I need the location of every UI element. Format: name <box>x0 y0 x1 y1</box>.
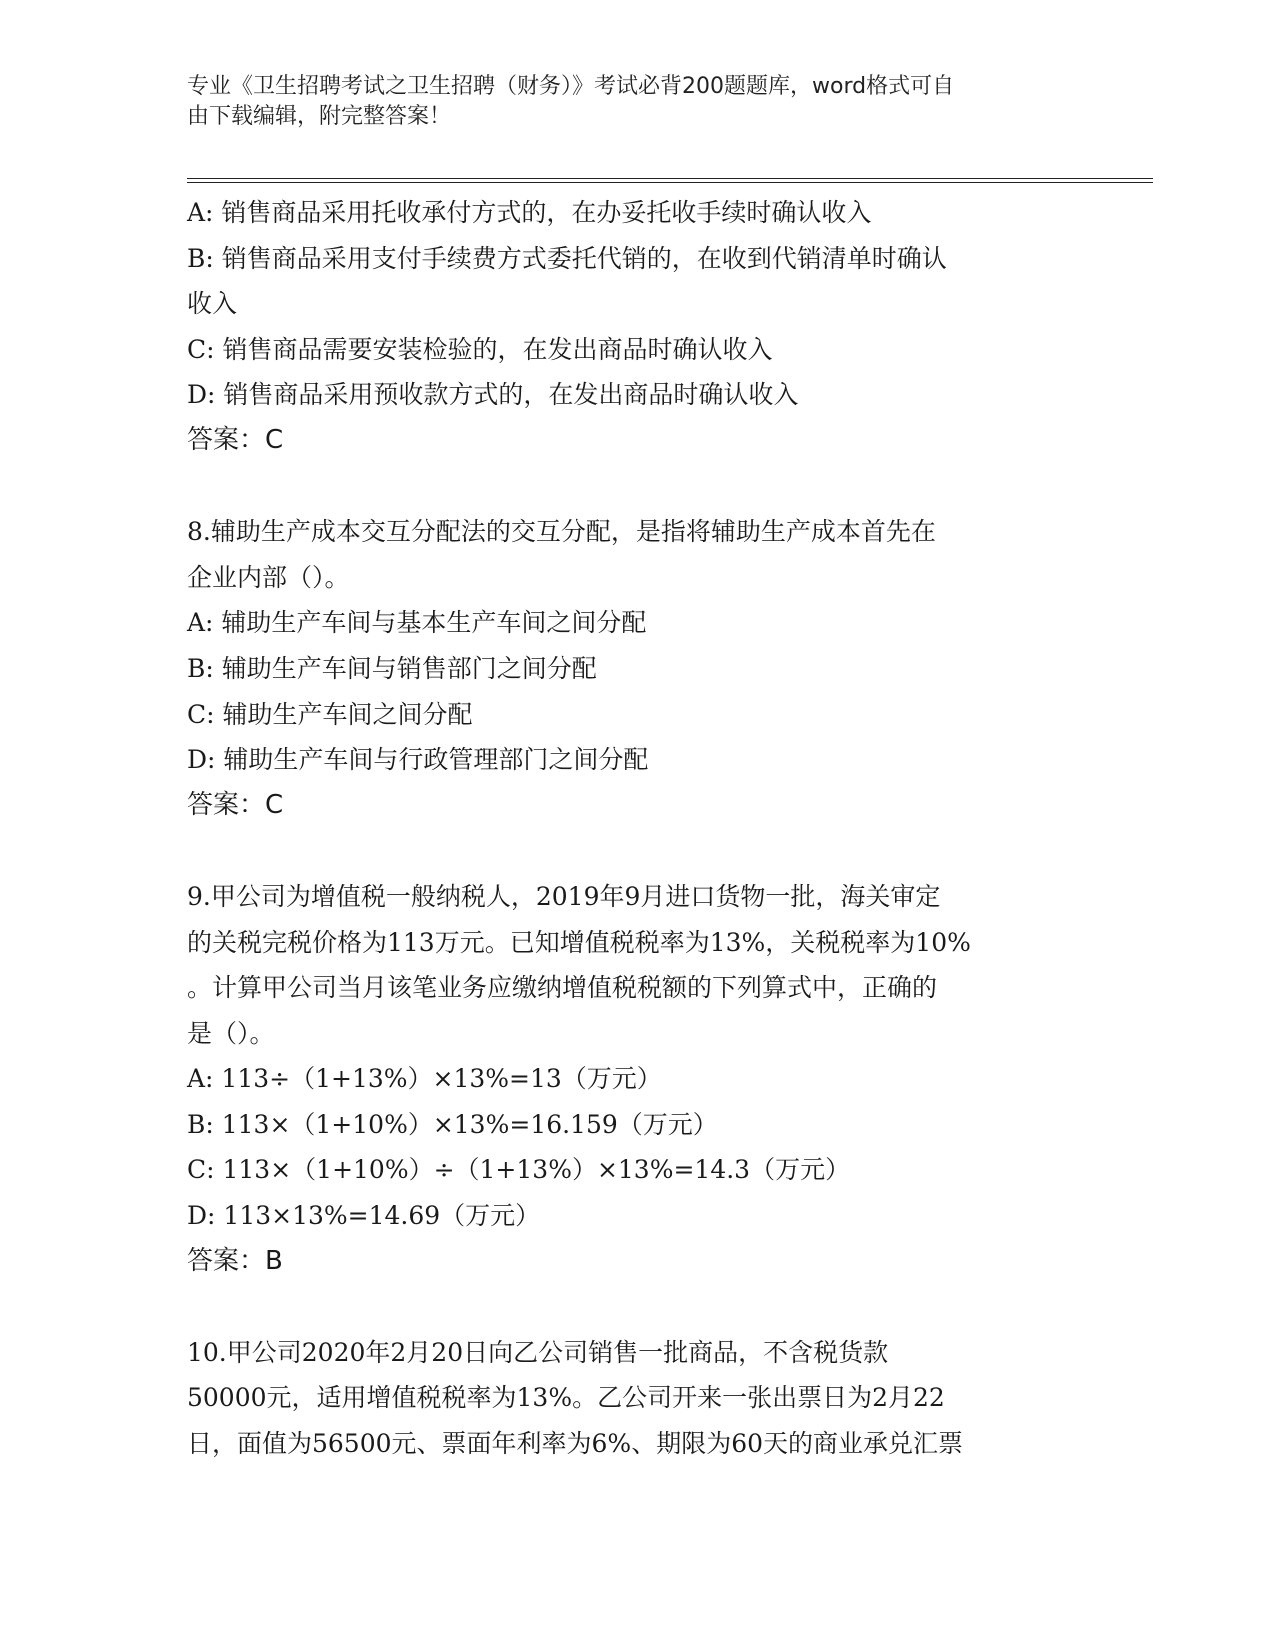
document-header <box>187 72 1067 132</box>
question-9 <box>187 874 1087 1284</box>
answer: 答案：C <box>187 424 284 455</box>
option-c: C: 113×（1+10%）÷（1+13%）×13%=14.3（万元） <box>187 1155 851 1185</box>
question-8 <box>187 509 1087 828</box>
question-stem-continued: 是（）。 <box>187 1018 275 1048</box>
question-stem: 9.甲公司为增值税一般纳税人，2019年9月进口货物一批，海关审定 <box>187 881 941 911</box>
question-stem: 8.辅助生产成本交互分配法的交互分配，是指将辅助生产成本首先在 <box>187 517 936 547</box>
option-c: C: 辅助生产车间之间分配 <box>187 699 473 729</box>
header-line-1: 专业《卫生招聘考试之卫生招聘（财务）》考试必背200题题库，word格式可自 <box>187 74 955 99</box>
answer: 答案：B <box>187 1245 283 1276</box>
option-a: A: 销售商品采用托收承付方式的，在办妥托收手续时确认收入 <box>187 198 872 227</box>
header-line-2: 由下载编辑，附完整答案！ <box>187 104 452 129</box>
spacer <box>187 464 1087 510</box>
option-a: A: 113÷（1+13%）×13%=13（万元） <box>187 1064 662 1094</box>
option-d: D: 113×13%=14.69（万元） <box>187 1201 541 1231</box>
option-d: D: 辅助生产车间与行政管理部门之间分配 <box>187 745 649 775</box>
question-stem-continued: 50000元，适用增值税税率为13%。乙公司开来一张出票日为2月22 <box>187 1383 945 1413</box>
answer: 答案：C <box>187 789 284 820</box>
document-body <box>187 190 1087 1467</box>
option-a: A: 辅助生产车间与基本生产车间之间分配 <box>187 608 647 638</box>
option-b: B: 销售商品采用支付手续费方式委托代销的，在收到代销清单时确认 <box>187 243 947 273</box>
option-c: C: 销售商品需要安装检验的，在发出商品时确认收入 <box>187 334 773 364</box>
header-divider <box>187 178 1153 183</box>
question-stem-continued: 的关税完税价格为113万元。已知增值税税率为13%，关税税率为10% <box>187 927 971 957</box>
question-stem-continued: 日，面值为56500元、票面年利率为6%、期限为60天的商业承兑汇票 <box>187 1429 964 1459</box>
spacer <box>187 1284 1087 1330</box>
question-10 <box>187 1330 1087 1467</box>
option-b: B: 辅助生产车间与销售部门之间分配 <box>187 653 597 683</box>
option-b: B: 113×（1+10%）×13%=16.159（万元） <box>187 1109 718 1139</box>
question-stem: 10.甲公司2020年2月20日向乙公司销售一批商品，不含税货款 <box>187 1337 889 1367</box>
spacer <box>187 828 1087 874</box>
option-d: D: 销售商品采用预收款方式的，在发出商品时确认收入 <box>187 380 799 410</box>
question-stem-continued: 企业内部（）。 <box>187 562 350 592</box>
question-stem-continued: 。计算甲公司当月该笔业务应缴纳增值税税额的下列算式中，正确的 <box>187 973 938 1003</box>
question-7 <box>187 190 1087 464</box>
option-b-continued: 收入 <box>187 289 238 319</box>
